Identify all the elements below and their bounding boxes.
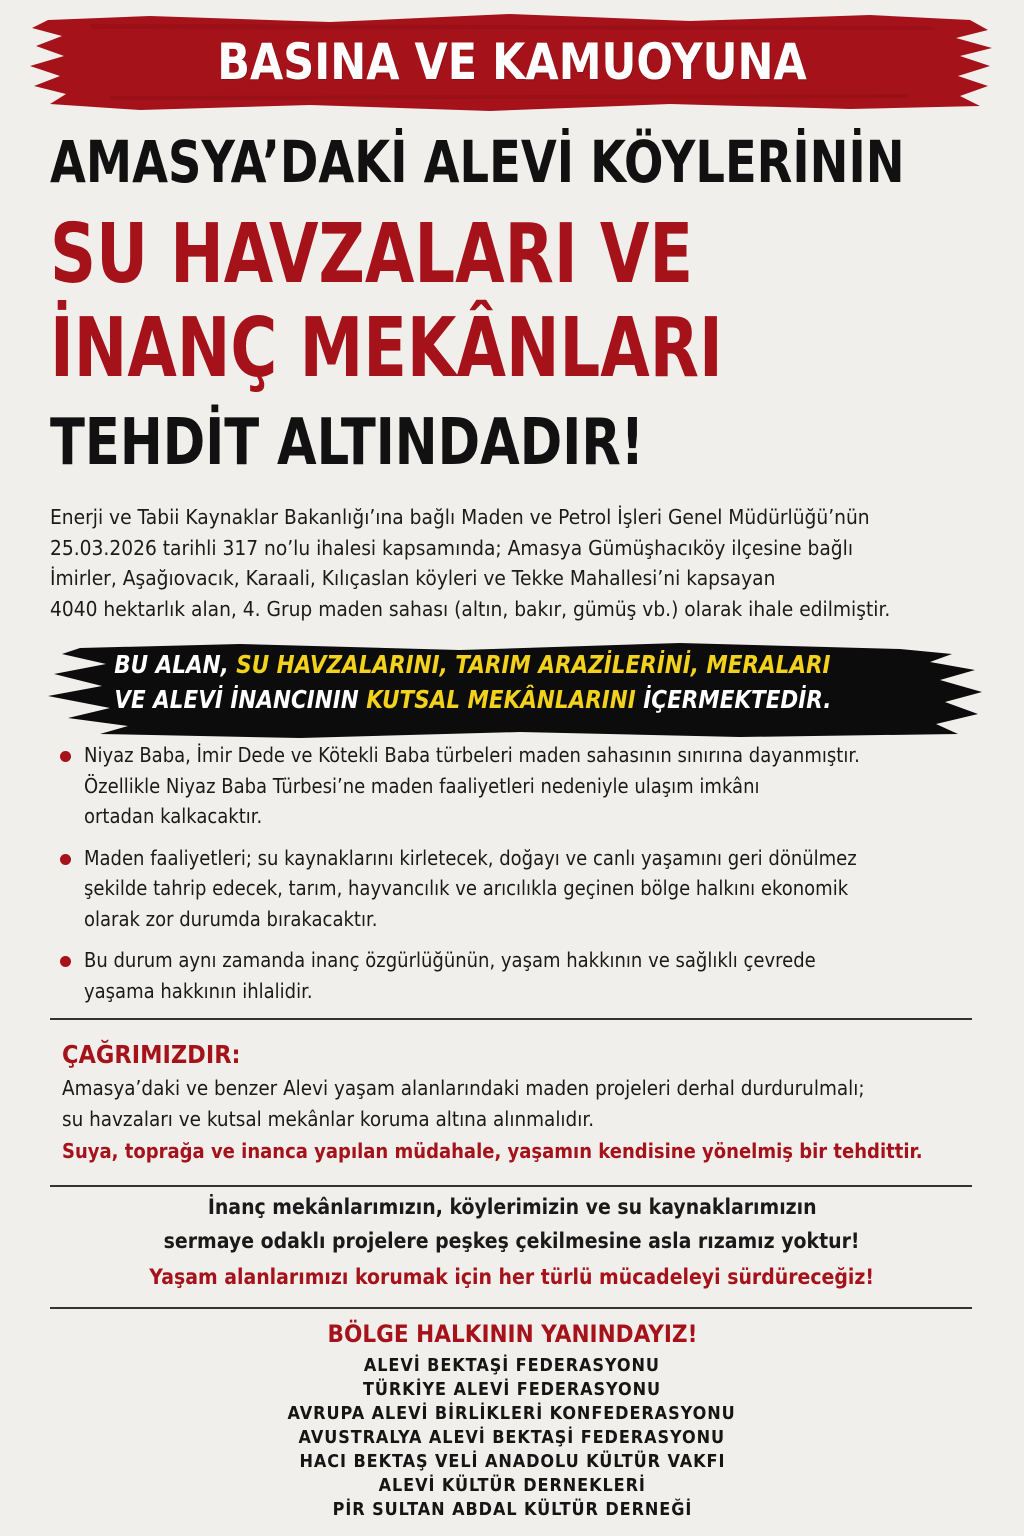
organization-name: ALEVİ BEKTAŞİ FEDERASYONU <box>363 1356 661 1376</box>
intro-line: 4040 hektarlık alan, 4. Grup maden sahası (altın, bakır, gümüş vb.) olarak ihale edilmiştir. <box>50 596 891 621</box>
statement-line-2: sermaye odaklı projelere peşkeş çekilmesine asla rızamız yoktur! <box>164 1229 860 1253</box>
top-brush-banner <box>30 8 994 116</box>
highlight-emphasis: KUTSAL MEKÂNLARINI <box>365 685 636 714</box>
bullet-dot-icon <box>60 956 71 967</box>
intro-line: İmirler, Aşağıovacık, Karaali, Kılıçaslan köyleri ve Tekke Mahallesi’ni kapsayan <box>50 566 776 590</box>
bullet-line: şekilde tahrip edecek, tarım, hayvancılık ve arıcılıkla geçinen bölge halkını ekonomik <box>84 876 849 900</box>
statement-line-1: İnanç mekânlarımızın, köylerimizin ve su kaynaklarımızın <box>207 1195 817 1219</box>
call-line: su havzaları ve kutsal mekânlar koruma altına alınmalıdır. <box>62 1107 595 1131</box>
bullet-line: olarak zor durumda bırakacaktır. <box>84 906 378 931</box>
bullet-line: Özellikle Niyaz Baba Türbesi’ne maden faaliyetleri nedeniyle ulaşım imkânı <box>84 773 760 798</box>
highlight-text: İÇERMEKTEDİR. <box>635 685 831 714</box>
organization-name: TÜRKİYE ALEVİ FEDERASYONU <box>362 1380 662 1400</box>
highlight-text: BU ALAN, <box>114 650 237 679</box>
intro-paragraph <box>50 502 990 624</box>
statement-line-3: Yaşam alanlarımızı korumak için her türlü mücadeleyi sürdüreceğiz! <box>149 1265 875 1289</box>
organization-name: AVUSTRALYA ALEVİ BEKTAŞİ FEDERASYONU <box>298 1428 726 1448</box>
intro-line: 25.03.2026 tarihli 317 no’lu ihalesi kapsamında; Amasya Gümüşhacıköy ilçesine bağlı <box>50 535 854 560</box>
bullet-line: Bu durum aynı zamanda inanç özgürlüğünün, yaşam hakkının ve sağlıklı çevrede <box>84 948 816 972</box>
highlight-line-2 <box>0 685 945 714</box>
intro-line: Enerji ve Tabii Kaynaklar Bakanlığı’ına bağlı Maden ve Petrol İşleri Genel Müdürlüğü’nün <box>50 505 870 529</box>
call-line: Amasya’daki ve benzer Alevi yaşam alanlarındaki maden projeleri derhal durdurulmalı; <box>62 1076 865 1100</box>
bullet-line: yaşama hakkının ihlalidir. <box>84 978 313 1003</box>
highlight-text: VE ALEVİ İNANCININ <box>113 685 366 714</box>
highlight-emphasis: SU HAVZALARINI, TARIM ARAZİLERİNİ, MERALARI <box>236 650 831 679</box>
organization-name: AVRUPA ALEVİ BİRLİKLERİ KONFEDERASYONU <box>287 1404 737 1424</box>
call-title: ÇAĞRIMIZDIR: <box>62 1040 241 1069</box>
headline-line-1: AMASYA’DAKİ ALEVİ KÖYLERİNİN <box>50 128 905 196</box>
headline-line-3: İNANÇ MEKÂNLARI <box>50 301 723 396</box>
divider <box>50 1185 972 1187</box>
list-item <box>58 945 978 1006</box>
organization-name: HACI BEKTAŞ VELİ ANADOLU KÜLTÜR VAKFI <box>299 1452 725 1472</box>
bullet-list <box>58 740 978 1017</box>
headline-line-2: SU HAVZALARI VE <box>50 207 694 302</box>
bullet-line: Maden faaliyetleri; su kaynaklarını kirletecek, doğayı ve canlı yaşamını geri dönülmez <box>84 845 857 870</box>
highlight-line-1 <box>0 650 945 679</box>
bullet-dot-icon <box>60 854 71 865</box>
headline-line-4: TEHDİT ALTINDADIR! <box>50 406 645 480</box>
call-warning: Suya, toprağa ve inanca yapılan müdahale, yaşamın kendisine yönelmiş bir tehdittir. <box>62 1139 923 1163</box>
support-title: BÖLGE HALKININ YANINDAYIZ! <box>327 1320 697 1348</box>
divider <box>50 1018 972 1020</box>
bullet-line: ortadan kalkacaktır. <box>84 804 263 828</box>
divider <box>50 1307 972 1309</box>
organization-name: ALEVİ KÜLTÜR DERNEKLERİ <box>378 1476 646 1496</box>
bullet-dot-icon <box>60 751 71 762</box>
list-item <box>58 740 978 832</box>
organization-name: PİR SULTAN ABDAL KÜLTÜR DERNEĞİ <box>332 1500 692 1520</box>
banner-title: BASINA VE KAMUOYUNA <box>217 33 807 91</box>
call-body <box>62 1073 934 1135</box>
list-item <box>58 843 978 935</box>
bullet-line: Niyaz Baba, İmir Dede ve Kötekli Baba türbeleri maden sahasının sınırına dayanmıştır. <box>84 743 860 767</box>
